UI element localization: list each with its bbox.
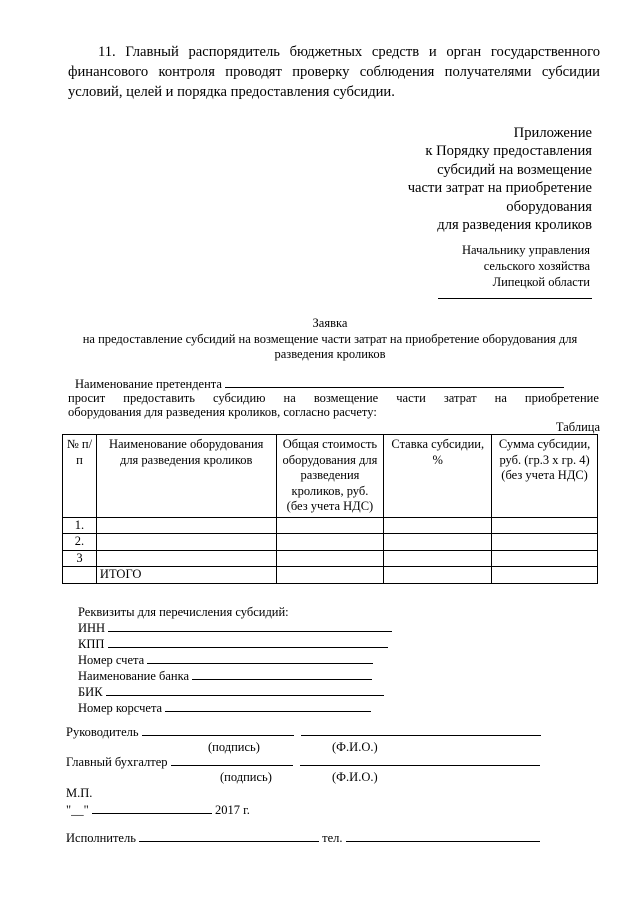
request-line — [68, 391, 599, 405]
head-label: Руководитель — [66, 725, 139, 739]
accountant-signature-row — [66, 754, 540, 770]
cell-subsidy-sum[interactable] — [492, 567, 598, 584]
header-subsidy-sum: Сумма субсидии, руб. (гр.3 x гр. 4) (без учета НДС) — [492, 435, 598, 518]
bik-line[interactable] — [106, 684, 384, 696]
cell-total-label: ИТОГО — [96, 567, 276, 584]
requisite-inn — [78, 620, 392, 636]
addressee-line: Липецкой области — [492, 275, 590, 289]
requisite-label: ИНН — [78, 621, 106, 635]
accountant-name-hint: (Ф.И.О.) — [332, 770, 378, 784]
accountant-label: Главный бухгалтер — [66, 755, 168, 769]
date-row — [66, 802, 250, 818]
requisite-label: Номер счета — [78, 653, 145, 667]
title-subtitle: на предоставление субсидий на возмещение части затрат на приобретение оборудования для разведения кроликов — [82, 331, 578, 361]
title-heading: Заявка — [312, 316, 348, 330]
row-num: 3 — [63, 550, 97, 567]
date-year: 2017 г. — [214, 803, 250, 817]
requisite-corr-account — [78, 700, 392, 716]
requisite-label: БИК — [78, 685, 103, 699]
row-num: 1. — [63, 517, 97, 534]
phone-line[interactable] — [346, 830, 540, 842]
applicant-label: Наименование претендента — [75, 377, 222, 391]
requisites-block — [78, 604, 392, 716]
request-word: субсидию — [213, 391, 266, 405]
executor-label: Исполнитель — [66, 831, 136, 845]
addressee-block — [462, 242, 590, 290]
table-row — [63, 517, 598, 534]
requisites-title: Реквизиты для перечисления субсидий: — [78, 605, 289, 619]
cell-total-cost[interactable] — [276, 550, 384, 567]
requisite-bank — [78, 668, 392, 684]
cell-subsidy-sum[interactable] — [492, 534, 598, 551]
appendix-line: для разведения кроликов — [437, 217, 592, 234]
cell-subsidy-sum[interactable] — [492, 550, 598, 567]
date-day[interactable]: "__" — [66, 803, 89, 817]
addressee-blank-line[interactable] — [438, 298, 592, 299]
accountant-signature-line[interactable] — [171, 754, 293, 766]
requisite-account — [78, 652, 392, 668]
appendix-line: оборудования — [506, 198, 592, 215]
paragraph-11: 11. Главный распорядитель бюджетных средств и орган государственного финансового контроля проводят проверку соблюдения получателями субсидии условий, целей и порядка предоставления субсидии. — [68, 44, 600, 100]
cell-subsidy-sum[interactable] — [492, 517, 598, 534]
row-num — [63, 567, 97, 584]
corr-account-line[interactable] — [165, 700, 371, 712]
request-word: затрат — [443, 391, 477, 405]
cell-rate[interactable] — [384, 517, 492, 534]
header-total-cost: Общая стоимость оборудования для разведения кроликов, руб. (без учета НДС) — [276, 435, 384, 518]
cell-equipment[interactable] — [96, 517, 276, 534]
executor-row — [66, 830, 540, 846]
head-signature-line[interactable] — [142, 724, 294, 736]
request-word: просит — [68, 391, 106, 405]
head-name-line[interactable] — [301, 724, 541, 736]
requisite-kpp — [78, 636, 392, 652]
cell-rate[interactable] — [384, 550, 492, 567]
cell-equipment[interactable] — [96, 550, 276, 567]
addressee-line: Начальнику управления — [462, 243, 590, 257]
appendix-line: Приложение — [513, 125, 592, 141]
request-word: на — [494, 391, 507, 405]
head-signature-row — [66, 724, 541, 740]
cell-total-cost[interactable] — [276, 567, 384, 584]
table-row — [63, 534, 598, 551]
appendix-line: субсидий на возмещение — [437, 161, 592, 178]
head-sign-hint: (подпись) — [208, 740, 260, 754]
cell-rate[interactable] — [384, 567, 492, 584]
appendix-block — [408, 124, 592, 234]
phone-label: тел. — [322, 831, 343, 845]
header-num: № п/п — [63, 435, 97, 518]
request-word: части — [396, 391, 426, 405]
request-word: приобретение — [524, 391, 599, 405]
kpp-line[interactable] — [108, 636, 388, 648]
request-word: предоставить — [123, 391, 195, 405]
cell-total-cost[interactable] — [276, 517, 384, 534]
table-total-row — [63, 567, 598, 584]
cell-equipment[interactable] — [96, 534, 276, 551]
request-word: возмещение — [313, 391, 379, 405]
accountant-name-line[interactable] — [300, 754, 540, 766]
bank-line[interactable] — [192, 668, 372, 680]
header-equipment: Наименование оборудования для разведения кроликов — [96, 435, 276, 518]
table-header-row — [63, 435, 598, 518]
applicant-block — [68, 376, 600, 419]
appendix-line: к Порядку предоставления — [425, 143, 592, 160]
executor-name-line[interactable] — [139, 830, 319, 842]
requisite-label: Наименование банка — [78, 669, 190, 683]
requisite-label: КПП — [78, 637, 105, 651]
applicant-name-line[interactable] — [225, 376, 564, 388]
cell-total-cost[interactable] — [276, 534, 384, 551]
application-title — [60, 316, 600, 363]
cell-rate[interactable] — [384, 534, 492, 551]
request-line-2: оборудования для разведения кроликов, согласно расчету: — [68, 405, 377, 419]
accountant-sign-hint: (подпись) — [220, 770, 272, 784]
head-name-hint: (Ф.И.О.) — [332, 740, 378, 754]
requisite-label: Номер корсчета — [78, 701, 163, 715]
row-num: 2. — [63, 534, 97, 551]
stamp-label: М.П. — [66, 786, 93, 800]
date-month-line[interactable] — [92, 802, 212, 814]
addressee-line: сельского хозяйства — [483, 259, 590, 273]
table-caption: Таблица — [555, 420, 600, 434]
request-word: на — [283, 391, 296, 405]
account-line[interactable] — [147, 652, 373, 664]
inn-line[interactable] — [108, 620, 392, 632]
header-rate: Ставка субсидии, % — [384, 435, 492, 518]
requisite-bik — [78, 684, 392, 700]
subsidy-table — [62, 434, 598, 584]
appendix-line: части затрат на приобретение — [407, 180, 592, 197]
table-row — [63, 550, 598, 567]
